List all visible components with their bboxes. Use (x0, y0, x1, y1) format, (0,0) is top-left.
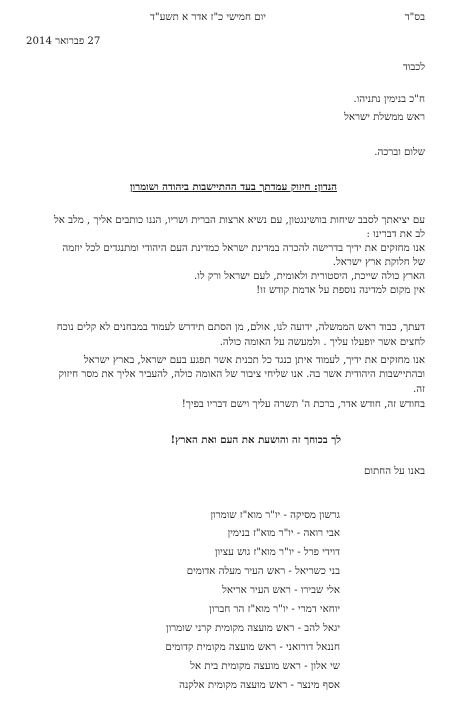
paragraph-line: אין מקום למדינה נוספת על אדמת קודש זו! (256, 285, 425, 296)
closing-call: לך בכוחך זה והושעת את העם ואת הארץ! (170, 434, 341, 446)
gregorian-date: 27 פברואר 2014 (26, 36, 101, 47)
hebrew-date: יום חמישי כ"ז אדר א תשע"ד (150, 12, 266, 23)
recipient-to: לכבוד (402, 62, 425, 73)
paragraph-line: אנו מחזקים את ידיך, לעמוד איתן כנגד כל תכנית אשר תפגע בעם ישראל, בארץ ישראל (83, 355, 425, 366)
paragraph-line: עם יציאתך לסבב שיחות בוושינגטון, עם נשיא ארצות הברית ושריו, הננו כותבים אליך , מלב אל (53, 215, 425, 226)
signatory-line: יוחאי דמרי - יו"ר מוא"ז הר חברון (209, 604, 340, 615)
signatory-line: אסף מינצר - ראש מועצה מקומית אלקנה (179, 680, 340, 691)
signatory-line: דוידי פרל - יו"ר מוא"ז גוש עציון (214, 547, 340, 558)
bsd-heading: בס"ד (404, 12, 425, 23)
signatory-line: יגאל להב - ראש מועצה מקומית קרני שומרון (165, 623, 340, 634)
signatory-line: אבי רואה - יו"ר מוא"ז בנימין (227, 528, 340, 539)
paragraph-line: דעתך, כבוד ראש הממשלה, ידועה לנו, אולם, מן הסתם תידרש לעמוד במבחנים לא קלים נוכח (56, 322, 425, 333)
signatures-title: באנו על החתום (363, 466, 425, 477)
signatory-line: שי אלון - ראש מועצה מקומית בית אל (190, 661, 340, 672)
paragraph-line: לב את דברינו : (366, 229, 425, 240)
paragraph-line: ובהתיישבות היהודית אשר בה. אנו שליחי ציבור של האומה כולה, להעביר אליך את מסר חיזוק (58, 369, 425, 380)
greeting: שלום וברכה. (374, 147, 425, 158)
paragraph-line: בחודש זה, חודש אדר, ברכת ה' תשרה עליך וישם דבריו בפיך! (181, 399, 425, 410)
recipient-name: ח"כ בנימין נתניהו. (353, 94, 425, 105)
signatory-line: בני כשריאל - ראש העיר מעלה אדומים (186, 566, 340, 577)
paragraph-line: אנו מחזקים את ידיך בדרישה להכרה במדינת ישראל כמדינת העם היהודי ומתנגדים לכל יוזמה (62, 243, 425, 254)
signatory-line: חננאל דורואני - ראש מועצה מקומית קדומים (165, 642, 340, 653)
signatory-line: אלי שבירו - ראש העיר אריאל (222, 585, 340, 596)
paragraph-line: הארץ כולה שייכת, היסטורית ולאומית, לעם ישראל ורק לו. (194, 271, 425, 282)
paragraph-line: לחצים אשר יופעלו עליך . ולמעשה על האומה כולה. (219, 337, 425, 348)
recipient-title: ראש ממשלת ישראל (344, 112, 425, 123)
paragraph-line: של חלוקת ארץ ישראל. (332, 257, 425, 268)
subject-line: הנדון: חיזוק עמדתך בעד ההתיישבות ביהודה ושומרון (129, 181, 337, 193)
signatory-line: גרשון מסיקה - יו"ר מוא"ז שומרון (210, 510, 340, 521)
paragraph-line: זה. (413, 384, 425, 395)
